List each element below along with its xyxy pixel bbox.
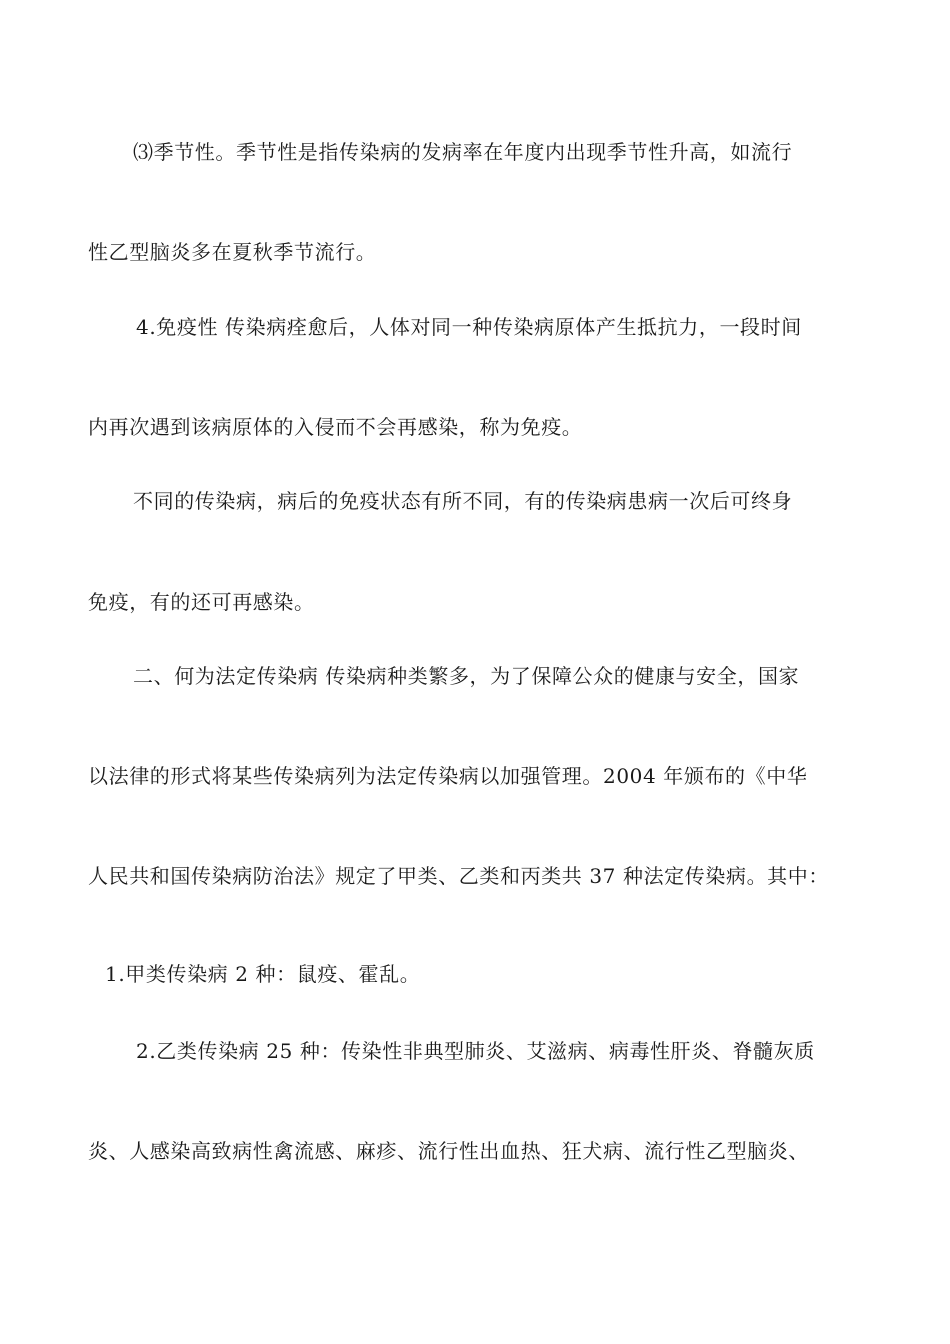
text-line: 1.甲类传染病 2 种：鼠疫、霍乱。 [105, 962, 421, 986]
text-line: 性乙型脑炎多在夏秋季节流行。 [88, 240, 377, 264]
text-line: 不同的传染病，病后的免疫状态有所不同，有的传染病患病一次后可终身 [133, 489, 793, 513]
text-line: 内再次遇到该病原体的入侵而不会再感染，称为免疫。 [88, 415, 583, 439]
text-line: 人民共和国传染病防治法》规定了甲类、乙类和丙类共 37 种法定传染病。其中： [88, 864, 829, 888]
text-line: 免疫，有的还可再感染。 [88, 590, 315, 614]
text-line: 以法律的形式将某些传染病列为法定传染病以加强管理。2004 年颁布的《中华 [88, 764, 808, 788]
text-line: 4.免疫性 传染病痊愈后，人体对同一种传染病原体产生抵抗力，一段时间 [136, 315, 802, 339]
text-line: 2.乙类传染病 25 种：传染性非典型肺炎、艾滋病、病毒性肝炎、脊髓灰质 [136, 1039, 815, 1063]
text-line: 炎、人感染高致病性禽流感、麻疹、流行性出血热、狂犬病、流行性乙型脑炎、 [88, 1139, 809, 1163]
text-line: ⑶季节性。季节性是指传染病的发病率在年度内出现季节性升高，如流行 [133, 140, 793, 164]
text-line: 二、何为法定传染病 传染病种类繁多，为了保障公众的健康与安全，国家 [133, 664, 800, 688]
